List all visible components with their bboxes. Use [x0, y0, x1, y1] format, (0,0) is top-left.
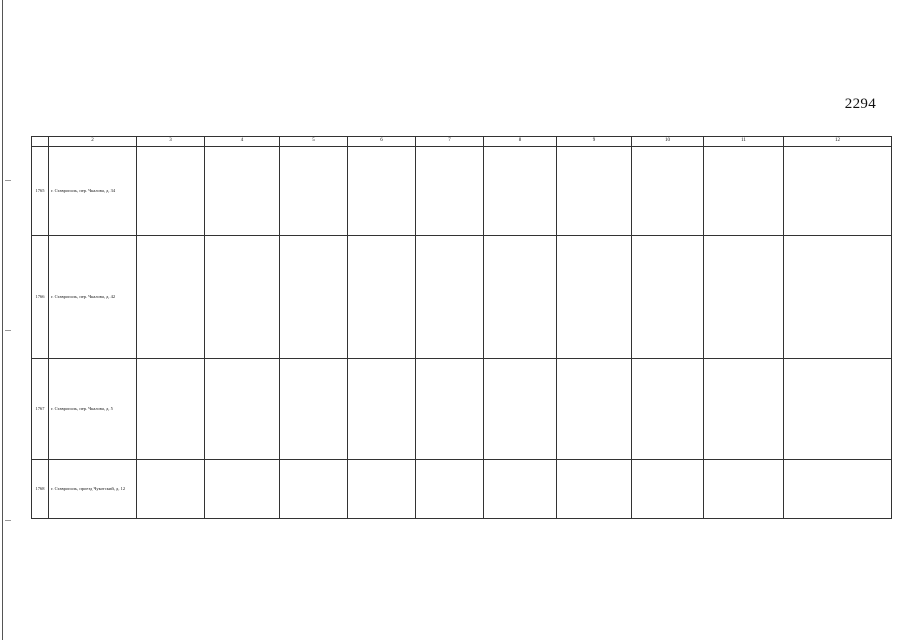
table-row [32, 147, 892, 236]
table-cell [280, 460, 348, 519]
column-header: 6 [348, 137, 416, 147]
table-cell [348, 359, 416, 460]
table-cell [704, 236, 784, 359]
table-cell [137, 147, 205, 236]
table-cell [416, 236, 484, 359]
table-row [32, 460, 892, 519]
row-number: 1766 [32, 236, 49, 359]
row-number: 1765 [32, 147, 49, 236]
table-cell [632, 236, 704, 359]
column-header: 2 [49, 137, 137, 147]
table-cell [416, 359, 484, 460]
table-cell [137, 359, 205, 460]
table-cell [137, 460, 205, 519]
column-header: 5 [280, 137, 348, 147]
repair-register-table [31, 136, 892, 519]
table-cell [484, 359, 557, 460]
table-cell [557, 236, 632, 359]
table-cell [280, 359, 348, 460]
table-cell [704, 359, 784, 460]
column-header: 3 [137, 137, 205, 147]
table-cell [205, 359, 280, 460]
column-header [32, 137, 49, 147]
column-header: 11 [704, 137, 784, 147]
table-cell [416, 147, 484, 236]
table-cell [632, 460, 704, 519]
table-cell [205, 460, 280, 519]
table-cell [704, 147, 784, 236]
table-cell [784, 359, 892, 460]
scan-mark [5, 520, 11, 521]
table-cell [557, 147, 632, 236]
table-cell [557, 460, 632, 519]
table-cell [484, 236, 557, 359]
row-number: 1768 [32, 460, 49, 519]
table-cell [205, 236, 280, 359]
address-cell: г. Ставрополь, пер. Чкалова, д. 34 [49, 147, 137, 236]
column-header: 10 [632, 137, 704, 147]
column-header: 4 [205, 137, 280, 147]
row-number: 1767 [32, 359, 49, 460]
scan-mark [5, 180, 11, 181]
column-header: 7 [416, 137, 484, 147]
table-cell [784, 147, 892, 236]
table-cell [137, 236, 205, 359]
scan-left-border [2, 0, 3, 640]
table-cell [484, 460, 557, 519]
table-header-row [32, 137, 892, 147]
table-cell [348, 236, 416, 359]
column-header: 12 [784, 137, 892, 147]
table-cell [348, 147, 416, 236]
table-cell [280, 147, 348, 236]
table-cell [280, 236, 348, 359]
column-header: 9 [557, 137, 632, 147]
page-number: 2294 [844, 96, 876, 112]
column-header: 8 [484, 137, 557, 147]
table-cell [704, 460, 784, 519]
table-cell [784, 460, 892, 519]
table-cell [484, 147, 557, 236]
address-cell: г. Ставрополь, пер. Чкалова, д. 42 [49, 236, 137, 359]
table-row [32, 359, 892, 460]
scan-mark [5, 330, 11, 331]
table-cell [557, 359, 632, 460]
table-cell [416, 460, 484, 519]
table-cell [205, 147, 280, 236]
table-cell [784, 236, 892, 359]
table-cell [632, 147, 704, 236]
address-cell: г. Ставрополь, пер. Чкалова, д. 5 [49, 359, 137, 460]
table-cell [348, 460, 416, 519]
address-cell: г. Ставрополь, проезд Чукотский, д. 12 [49, 460, 137, 519]
table-row [32, 236, 892, 359]
table-cell [632, 359, 704, 460]
